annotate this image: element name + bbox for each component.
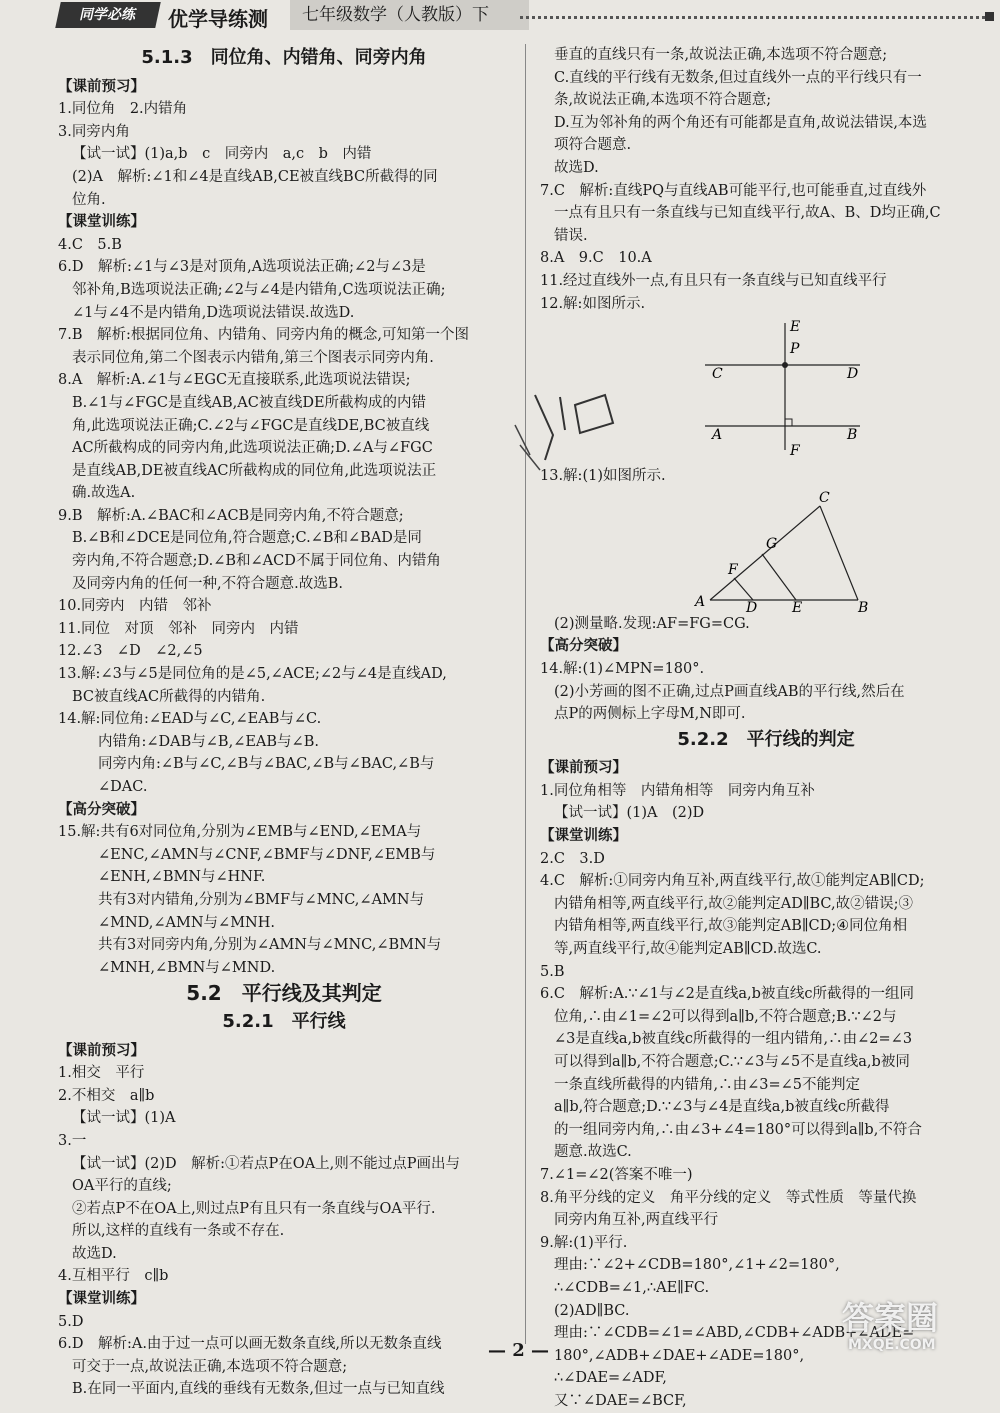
answer-line: 内错角相等,两直线平行,故③能判定AB∥CD;④同位角相	[554, 918, 908, 935]
block-label: 【高分突破】	[540, 638, 627, 655]
figure-13-triangle-division	[540, 488, 992, 616]
answer-line: 1.同位角相等 内错角相等 同旁内角互补	[540, 782, 815, 799]
answer-line: ∠MND,∠AMN与∠MNH.	[98, 914, 275, 931]
answer-line: 9.B 解析:A.∠BAC和∠ACB是同旁内角,不符合题意;	[58, 507, 404, 524]
page-number: — 2 —	[488, 1340, 550, 1361]
answer-line: 4.互相平行 c∥b	[58, 1268, 169, 1285]
label-e: E	[792, 599, 803, 616]
answer-line: B.在同一平面内,直线的垂线有无数条,但过一点与已知直线	[72, 1381, 445, 1398]
answer-line: ∠ENC,∠AMN与∠CNF,∠BMF与∠DNF,∠EMB与	[98, 846, 436, 863]
answer-line: 故选D.	[554, 159, 599, 176]
answer-line: 7.C 解析:直线PQ与直线AB可能平行,也可能垂直,过直线外	[540, 182, 927, 199]
answer-line: 项符合题意.	[554, 137, 632, 154]
answer-line: 5.B	[540, 963, 565, 980]
answer-line: 4.C 解析:①同旁内角互补,两直线平行,故①能判定AB∥CD;	[540, 873, 925, 890]
answer-line: (2)A 解析:∠1和∠4是直线AB,CE被直线BC所截得的同	[72, 168, 438, 185]
answer-line: 10.同旁内 内错 邻补	[58, 598, 212, 615]
answer-line: 7.∠1=∠2(答案不唯一)	[540, 1166, 693, 1183]
answer-line: 一点有且只有一条直线与已知直线平行,故A、B、D均正确,C	[554, 205, 941, 222]
answer-line: 13.解:∠3与∠5是同位角的是∠5,∠ACE;∠2与∠4是直线AD,	[58, 666, 447, 683]
label-g: G	[766, 535, 778, 552]
left-column	[58, 44, 510, 1401]
block-label: 【课前预习】	[540, 760, 627, 777]
answer-line: 13.解:(1)如图所示.	[540, 468, 666, 485]
section-heading: 5.2 平行线及其判定	[186, 981, 382, 1006]
right-column-part-c	[540, 613, 992, 1413]
answer-line: OA平行的直线;	[72, 1178, 172, 1195]
label-d: D	[746, 599, 758, 616]
answer-line: 所以,这样的直线有一条或不存在.	[72, 1223, 285, 1240]
answer-line: 位角,∴由∠1=∠2可以得到a∥b,不符合题意;B.∵∠2与	[554, 1008, 897, 1025]
answer-line: 2.C 3.D	[540, 850, 605, 867]
block-label: 【课堂训练】	[58, 1291, 145, 1308]
answer-line: ∠MNH,∠BMN与∠MND.	[98, 959, 276, 976]
answer-line: 共有3对同旁内角,分别为∠AMN与∠MNC,∠BMN与	[98, 937, 442, 954]
label-f: F	[728, 561, 738, 578]
answer-line: 一条直线所截得的内错角,∴由∠3=∠5不能判定	[554, 1076, 861, 1093]
answer-line: 又∵∠DAE=∠BCF,	[554, 1392, 687, 1409]
label-a: A	[695, 593, 706, 610]
answer-line: 7.B 解析:根据同位角、内错角、同旁内角的概念,可知第一个图	[58, 327, 469, 344]
block-label: 【课堂训练】	[58, 214, 145, 231]
answer-line: AC所截构成的同旁内角,此选项说法正确;D.∠A与∠FGC	[72, 440, 433, 457]
label-d: D	[847, 366, 859, 383]
answer-line: 旁内角,不符合题意;D.∠B和∠ACD不属于同位角、内错角	[72, 553, 441, 570]
answer-line: 8.A 9.C 10.A	[540, 250, 652, 267]
answer-line: 位角.	[72, 191, 106, 208]
answer-line: ∠ENH,∠BMN与∠HNF.	[98, 869, 266, 886]
watermark-text: 答案圈	[842, 1299, 939, 1337]
answer-line: 12.∠3 ∠D ∠2,∠5	[58, 643, 203, 660]
answer-line: (2)小芳画的图不正确,过点P画直线AB的平行线,然后在	[554, 683, 905, 700]
answer-line: 内错角相等,两直线平行,故②能判定AD∥BC,故②错误;③	[554, 895, 914, 912]
answer-line: 180°,∠ADB+∠DAE+∠ADE=180°,	[554, 1347, 805, 1364]
answer-line: 同旁内角:∠B与∠C,∠B与∠BAC,∠B与∠BAC,∠B与	[98, 756, 435, 773]
answer-line: 3.一	[58, 1132, 87, 1149]
answer-line: 【试一试】(2)D 解析:①若点P在OA上,则不能过点P画出与	[72, 1155, 461, 1172]
answer-line: 等,两直线平行,故④能判定AB∥CD.故选C.	[554, 941, 822, 958]
answer-line: 条,故说法正确,本选项不符合题意;	[554, 92, 772, 109]
answer-line: 8.角平分线的定义 角平分线的定义 等式性质 等量代换	[540, 1189, 917, 1206]
answer-line: ∴∠CDB=∠1,∴AE∥FC.	[554, 1279, 710, 1296]
answer-line: 【试一试】(1)a,b c 同旁内 a,c b 内错	[72, 146, 372, 163]
answer-line: 11.同位 对顶 邻补 同旁内 内错	[58, 620, 299, 637]
answer-line: 点P的两侧标上字母M,N即可.	[554, 706, 746, 723]
answer-line: 12.解:如图所示.	[540, 295, 646, 312]
answer-line: 是直线AB,DE被直线AC所截构成的同位角,此选项说法正	[72, 462, 437, 479]
answer-line: 理由:∵∠CDB=∠1=∠ABD,∠CDB+∠ADB+∠ADE=	[554, 1325, 915, 1342]
answer-line: 共有3对内错角,分别为∠BMF与∠MNC,∠AMN与	[98, 891, 425, 908]
answer-line: 内错角:∠DAB与∠B,∠EAB与∠B.	[98, 733, 319, 750]
answer-line: 15.解:共有6对同位角,分别为∠EMB与∠END,∠EMA与	[58, 824, 422, 841]
brand-logo: 同学必练	[55, 2, 161, 28]
answer-line: (2)测量略.发现:AF=FG=CG.	[554, 615, 750, 632]
right-column	[540, 44, 992, 1413]
answer-line: ②若点P不在OA上,则过点P有且只有一条直线与OA平行.	[72, 1200, 436, 1217]
answer-line: 垂直的直线只有一条,故说法正确,本选项不符合题意;	[554, 47, 888, 63]
answer-line: 可以得到a∥b,不符合题意;C.∵∠3与∠5不是直线a,b被同	[554, 1054, 910, 1070]
answer-line: 3.同旁内角	[58, 123, 130, 140]
answer-line: 1.同位角 2.内错角	[58, 101, 188, 118]
header-dotted-rule	[520, 16, 985, 19]
label-f: F	[790, 443, 800, 460]
handwritten-scribble	[505, 375, 625, 485]
answer-line: ∠DAC.	[98, 779, 148, 795]
label-p: P	[790, 341, 800, 358]
answer-line: (2)AD∥BC.	[554, 1302, 630, 1319]
book-title: 七年级数学（人教版）下	[290, 0, 529, 30]
answer-line: B.∠B和∠DCE是同位角,符合题意;C.∠B和∠BAD是同	[72, 530, 422, 547]
label-b: B	[858, 599, 869, 616]
section-heading: 5.2.1 平行线	[222, 1010, 346, 1032]
answer-line: 14.解:同位角:∠EAD与∠C,∠EAB与∠C.	[58, 711, 322, 728]
answer-line: ∴∠DAE=∠ADF,	[554, 1370, 667, 1387]
answer-line: D.互为邻补角的两个角还有可能都是直角,故说法错误,本选	[554, 114, 927, 131]
watermark-url: MXQE.COM	[848, 1337, 936, 1353]
label-a: A	[712, 427, 723, 444]
right-column-part-a	[540, 44, 992, 315]
answer-line: 14.解:(1)∠MPN=180°.	[540, 660, 705, 677]
answer-line: 同旁内角互补,两直线平行	[554, 1212, 719, 1229]
answer-line: 理由:∵∠2+∠CDB=180°,∠1+∠2=180°,	[554, 1257, 840, 1274]
block-label: 【高分突破】	[58, 801, 145, 818]
answer-line: BC被直线AC所截得的内错角.	[72, 688, 266, 705]
answer-line: B.∠1与∠FGC是直线AB,AC被直线DE所截构成的内错	[72, 394, 427, 411]
answer-line: 9.解:(1)平行.	[540, 1234, 628, 1251]
answer-line: 8.A 解析:A.∠1与∠EGC无直接联系,此选项说法错误;	[58, 372, 411, 389]
answer-line: 【试一试】(1)A (2)D	[554, 805, 705, 822]
page-header	[0, 0, 1000, 34]
label-b: B	[847, 427, 858, 444]
answer-line: C.直线的平行线有无数条,但过直线外一点的平行线只有一	[554, 69, 922, 86]
block-label: 【课前预习】	[58, 78, 145, 95]
answer-line: 11.经过直线外一点,有且只有一条直线与已知直线平行	[540, 272, 887, 289]
block-label: 【课堂训练】	[540, 828, 627, 845]
answer-line: 【试一试】(1)A	[72, 1110, 176, 1127]
answer-line: 故选D.	[72, 1245, 117, 1262]
series-title: 优学导练测	[168, 7, 268, 31]
answer-line: ∠1与∠4不是内错角,D选项说法错误.故选D.	[72, 304, 355, 321]
answer-line: 6.C 解析:A.∵∠1与∠2是直线a,b被直线c所截得的一组同	[540, 986, 915, 1003]
label-e: E	[790, 319, 801, 336]
column-divider	[525, 44, 526, 1344]
answer-line: 6.D 解析:∠1与∠3是对顶角,A选项说法正确;∠2与∠3是	[58, 259, 426, 276]
answer-line: ∠3是直线a,b被直线c所截得的一组内错角,∴由∠2=∠3	[554, 1031, 913, 1048]
header-square-icon	[985, 12, 994, 21]
answer-line: 6.D 解析:A.由于过一点可以画无数条直线,所以无数条直线	[58, 1336, 442, 1353]
answer-line: 2.不相交 a∥b	[58, 1087, 155, 1104]
answer-line: 确.故选A.	[72, 485, 136, 502]
answer-line: 的一组同旁内角,∴由∠3+∠4=180°可以得到a∥b,不符合	[554, 1121, 922, 1138]
answer-line: 角,此选项说法正确;C.∠2与∠FGC是直线DE,BC被直线	[72, 417, 430, 434]
block-label: 【课前预习】	[58, 1042, 145, 1059]
answer-line: 5.D	[58, 1313, 84, 1330]
watermark-logo	[842, 1300, 992, 1360]
answer-line: 及同旁内角的任何一种,不符合题意.故选B.	[72, 575, 343, 592]
answer-line: 邻补角,B选项说法正确;∠2与∠4是内错角,C选项说法正确;	[72, 281, 446, 298]
section-heading: 5.2.2 平行线的判定	[677, 728, 855, 750]
answer-line: 1.相交 平行	[58, 1065, 145, 1082]
section-heading: 5.1.3 同位角、内错角、同旁内角	[141, 47, 427, 68]
answer-line: 表示同位角,第二个图表示内错角,第三个图表示同旁内角.	[72, 349, 434, 366]
answer-line: 可交于一点,故说法正确,本选项不符合题意;	[72, 1358, 348, 1375]
label-c: C	[819, 489, 830, 506]
answer-line: a∥b,符合题意;D.∵∠3与∠4是直线a,b被直线c所截得	[554, 1099, 890, 1116]
label-c: C	[712, 366, 723, 383]
answer-line: 错误.	[554, 227, 588, 244]
answer-line: 题意.故选C.	[554, 1144, 632, 1161]
answer-line: 4.C 5.B	[58, 236, 122, 253]
